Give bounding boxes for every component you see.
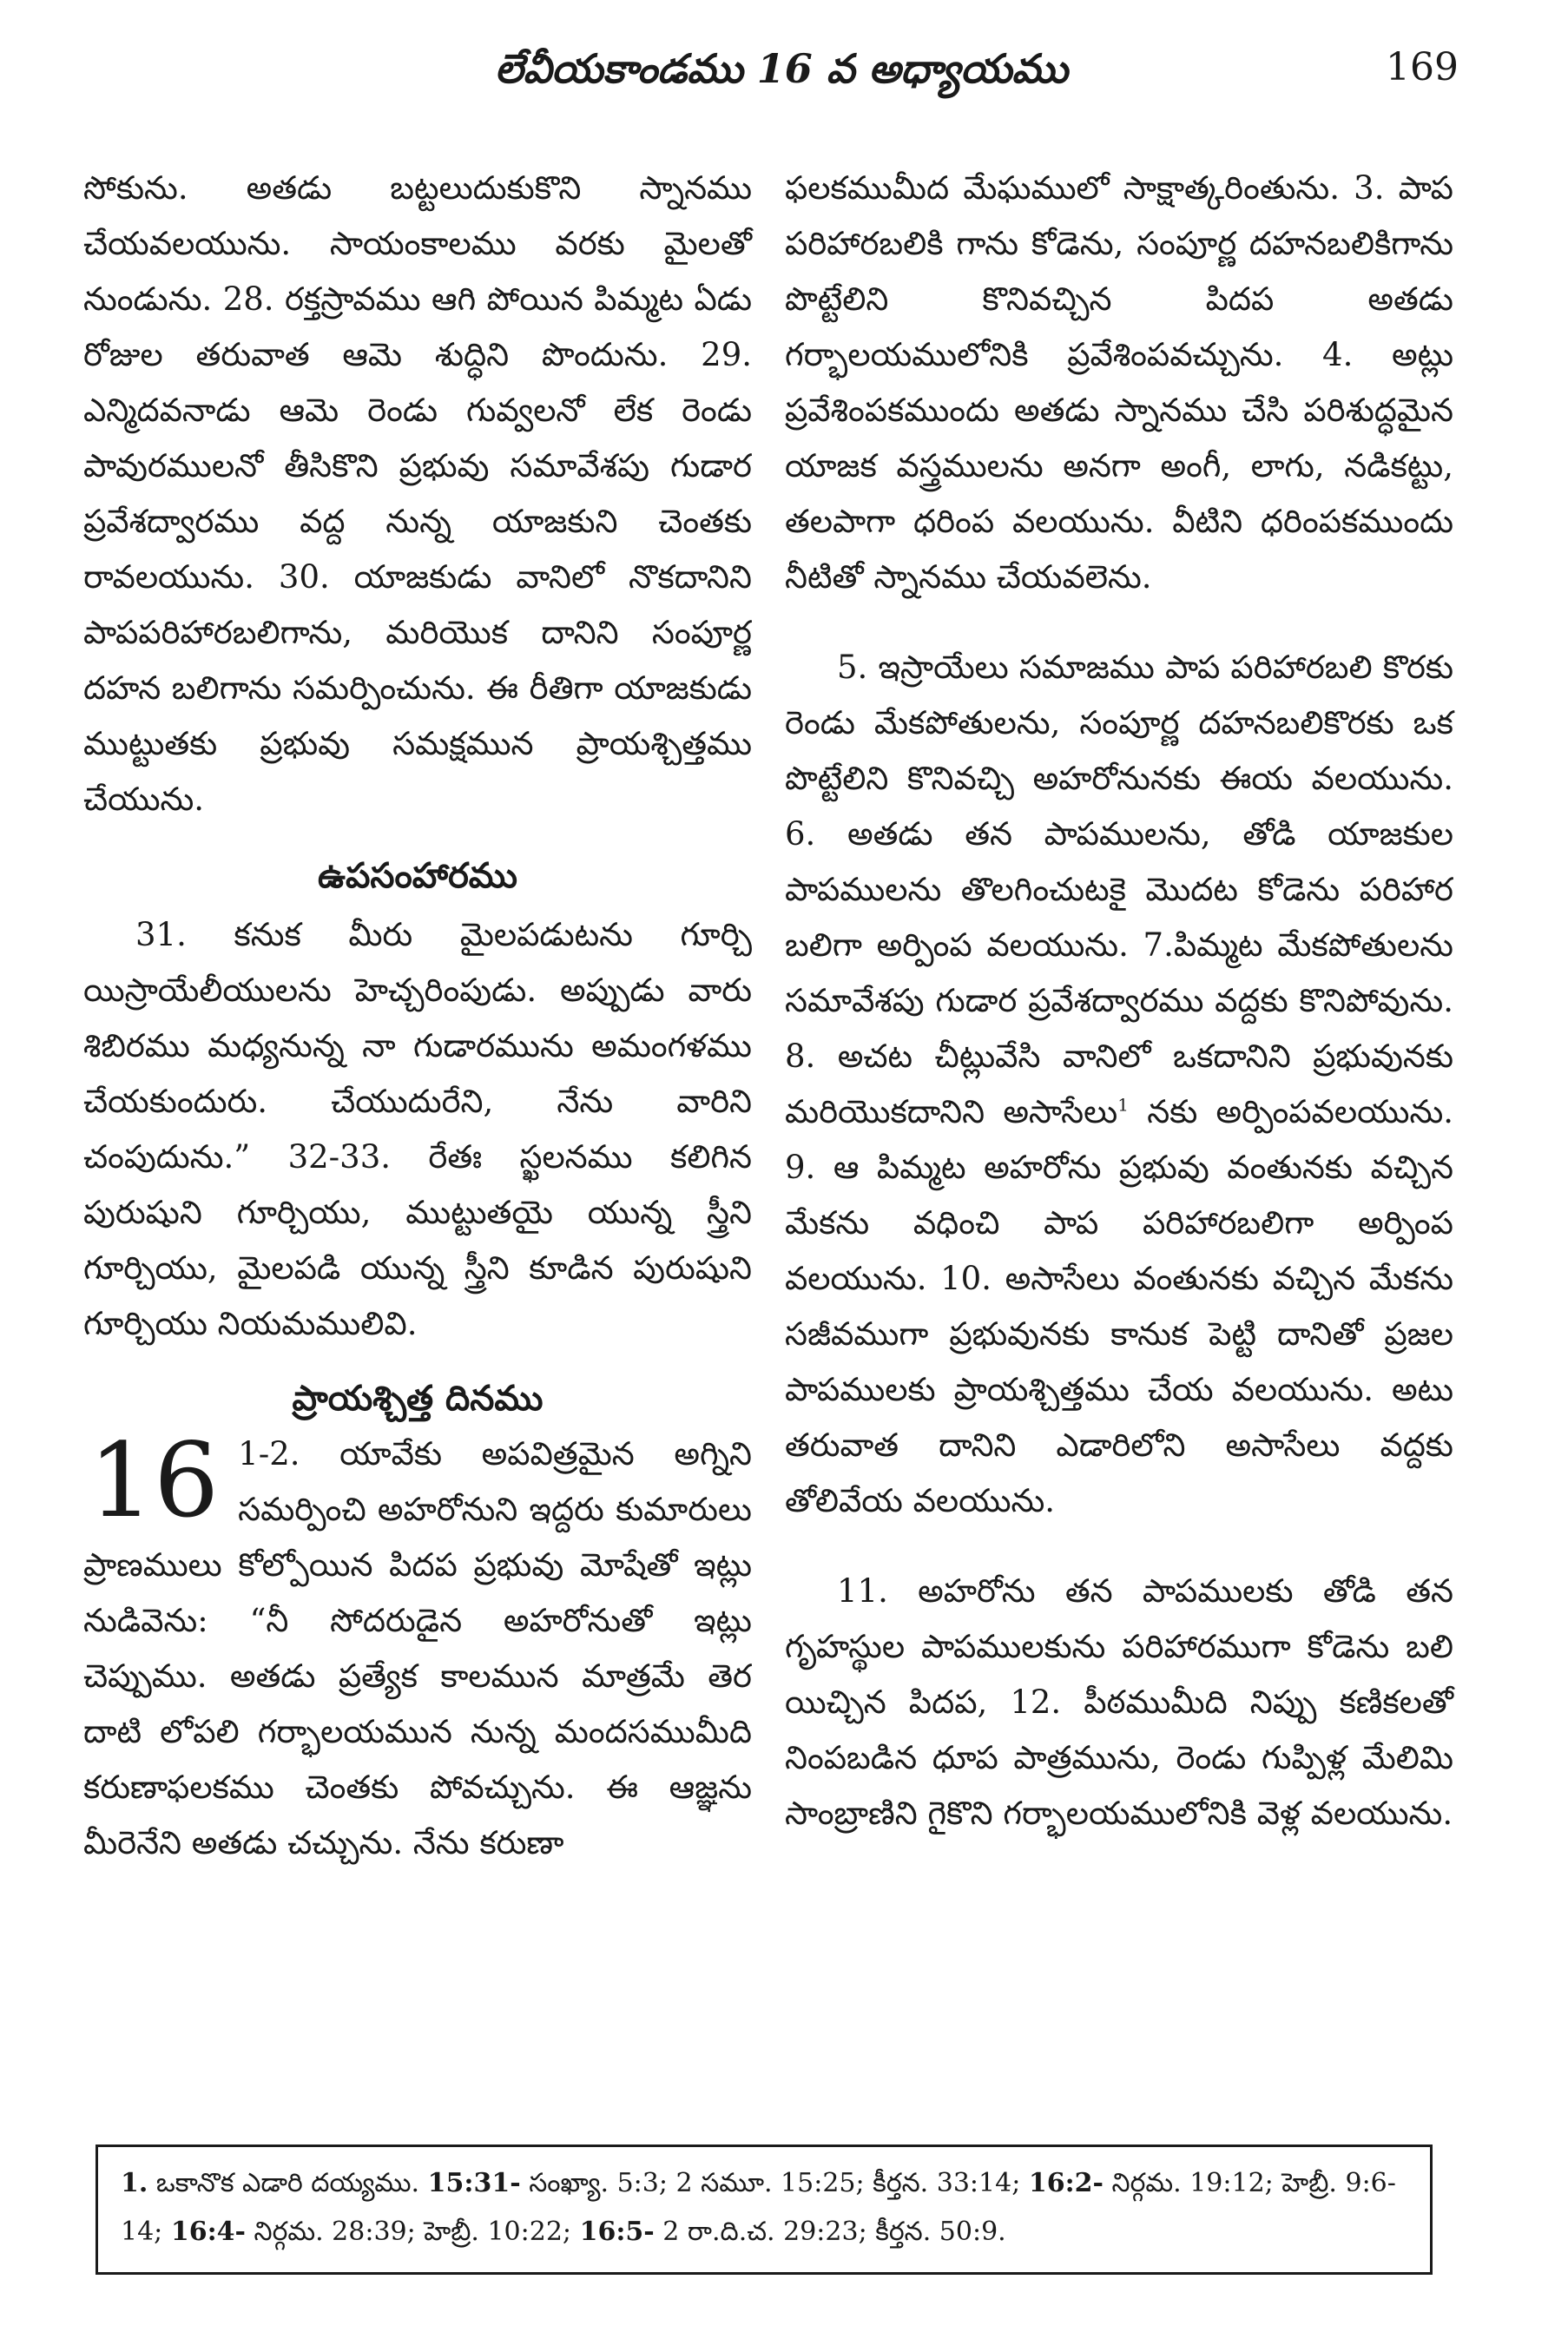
section-heading-atonement-day: ప్రాయశ్చిత్త దినము [292, 1378, 544, 1419]
cross-reference-text: సంఖ్యా. 5:3; 2 సమూ. 15:25; కీర్తన. 33:14; [520, 2168, 1029, 2198]
paragraph: సోకును. అతడు బట్టలుదుకుకొని స్నానము చేయవలయును. సాయంకాలము వరకు మైలతో నుండును. 28. రక్తస్రావము ఆగి పోయిన పిమ్మట ఏడు రోజుల తరువాత ఆమె శుద్ధిని పొందును. 29. ఎన్మిదవనాడు ఆమె రెండు గువ్వలనో లేక రెండు పావురములనో తీసికొని ప్రభువు సమావేశపు గుడార ప్రవేశద్వారము వద్ద నున్న యాజకుని చెంతకు రావలయును. 30. యాజకుడు వానిలో నొకదానిని పాపపరిహారబలిగాను, మరియొక దానిని సంపూర్ణ దహన బలిగాను సమర్పించును. ఈ రీతిగా యాజకుడు ముట్టుతకు ప్రభువు సమక్షమున ప్రాయశ్చిత్తము చేయును. [83, 169, 752, 818]
cross-reference-label: 16:4- [170, 2217, 246, 2247]
paragraph: 31. కనుక మీరు మైలపడుటను గూర్చి యిస్రాయేలీయులను హెచ్చరింపుడు. అప్పుడు వారు శిబిరము మధ్యనున్న నా గుడారమును అమంగళము చేయకుందురు. చేయుదురేని, నేను వారిని చంపుదును.” 32-33. రేతః స్ఖలనము కలిగిన పురుషుని గూర్చియు, ముట్టుతయై యున్న స్త్రీని గూర్చియు, మైలపడి యున్న స్త్రీని కూడిన పురుషుని గూర్చియు నియమములివి. [83, 916, 752, 1342]
chapter-number: 16 [89, 1420, 220, 1540]
footnote-box [96, 2144, 1433, 2275]
running-title: లేవీయకాండము 16 వ అధ్యాయము [494, 45, 1068, 92]
right-column [785, 161, 1453, 1841]
cross-reference-label: 16:2- [1028, 2168, 1104, 2198]
section-heading-conclusion: ఉపసంహారము [318, 855, 517, 896]
footnote-marker[interactable]: 1 [1117, 1094, 1129, 1116]
cross-reference-label: 15:31- [427, 2168, 521, 2198]
paragraph: 1-2. యావేకు అపవిత్రమైన అగ్నిని సమర్పించి అహరోనుని ఇద్దరు కుమారులు ప్రాణములు కోల్పోయిన పిదప ప్రభువు మోషేతో ఇట్లు నుడివెను: “నీ సోదరుడైన అహరోనుతో ఇట్లు చెప్పుము. అతడు ప్రత్యేక కాలమున మాత్రమే తెర దాటి లోపలి గర్భాలయమున నున్న మందసముమీది కరుణాఫలకము చెంతకు పోవచ్చును. ఈ ఆజ్ఞను మీరెనేని అతడు చచ్చును. నేను కరుణా [83, 1435, 752, 1861]
footnote-number: 1. [121, 2168, 148, 2198]
paragraph-text: నకు అర్పింపవలయును. 9. ఆ పిమ్మట అహరోను ప్రభువు వంతునకు వచ్చిన మేకను వధించి పాప పరిహారబలిగా అర్పింప వలయును. 10. అసాసేలు వంతునకు వచ్చిన మేకను సజీవముగా ప్రభువునకు కానుక పెట్టి దానితో ప్రజల పాపములకు ప్రాయశ్చిత్తము చేయ వలయును. అటు తరువాత దానిని ఎడారిలోని అసాసేలు వద్దకు తోలివేయ వలయును. [785, 1093, 1454, 1519]
cross-reference-text: 2 రా.ది.చ. 29:23; కీర్తన. 50:9. [654, 2217, 1006, 2247]
paragraph: 11. అహరోను తన పాపములకు తోడి తన గృహస్థుల పాపములకును పరిహారముగా కోడెను బలి యిచ్చిన పిదప, 12. పీఠముమీది నిప్పు కణికలతో నింపబడిన ధూప పాత్రమును, రెండు గుప్పిళ్ల మేలిమి సాంబ్రాణిని గైకొని గర్భాలయములోనికి వెళ్ల వలయును. [785, 1572, 1453, 1832]
paragraph [785, 640, 1453, 1529]
cross-reference-text: నిర్గమ. 28:39; హెబ్రీ. 10:22; [245, 2217, 580, 2247]
paragraph-text: 5. ఇస్రాయేలు సమాజము పాప పరిహారబలి కొరకు రెండు మేకపోతులను, సంపూర్ణ దహనబలికొరకు ఒక పొట్టేలిని కొనివచ్చి అహరోనునకు ఈయ వలయును. 6. అతడు తన పాపములను, తోడి యాజకుల పాపములను తొలగించుటకై మొదట కోడెను పరిహార బలిగా అర్పింప వలయును. 7.పిమ్మట మేకపోతులను సమావేశపు గుడార ప్రవేశద్వారము వద్దకు కొనిపోవును. 8. అచట చీట్లువేసి వానిలో ఒకదానిని ప్రభువునకు మరియొకదానిని అసాసేలు [785, 649, 1453, 1130]
left-column [83, 161, 752, 1871]
footnote-text: ఒకానొక ఎడారి దయ్యము. [148, 2168, 428, 2198]
page-header [0, 45, 1568, 106]
cross-reference-text: నిర్గమ. 19:12; హెబ్రీ. 9:6-14; [121, 2168, 1396, 2247]
paragraph: ఫలకముమీద మేఘములో సాక్షాత్కరింతును. 3. పాప పరిహారబలికి గాను కోడెను, సంపూర్ణ దహనబలికిగాను పొట్టేలిని కొనివచ్చిన పిదప అతడు గర్భాలయములోనికి ప్రవేశింపవచ్చును. 4. అట్లు ప్రవేశింపకముందు అతడు స్నానము చేసి పరిశుద్ధమైన యాజక వస్త్రములను అనగా అంగీ, లాగు, నడికట్టు, తలపాగా ధరింప వలయును. వీటిని ధరింపకముందు నీటితో స్నానము చేయవలెను. [785, 169, 1453, 596]
page-number: 169 [1386, 45, 1459, 89]
cross-reference-label: 16:5- [579, 2217, 655, 2247]
